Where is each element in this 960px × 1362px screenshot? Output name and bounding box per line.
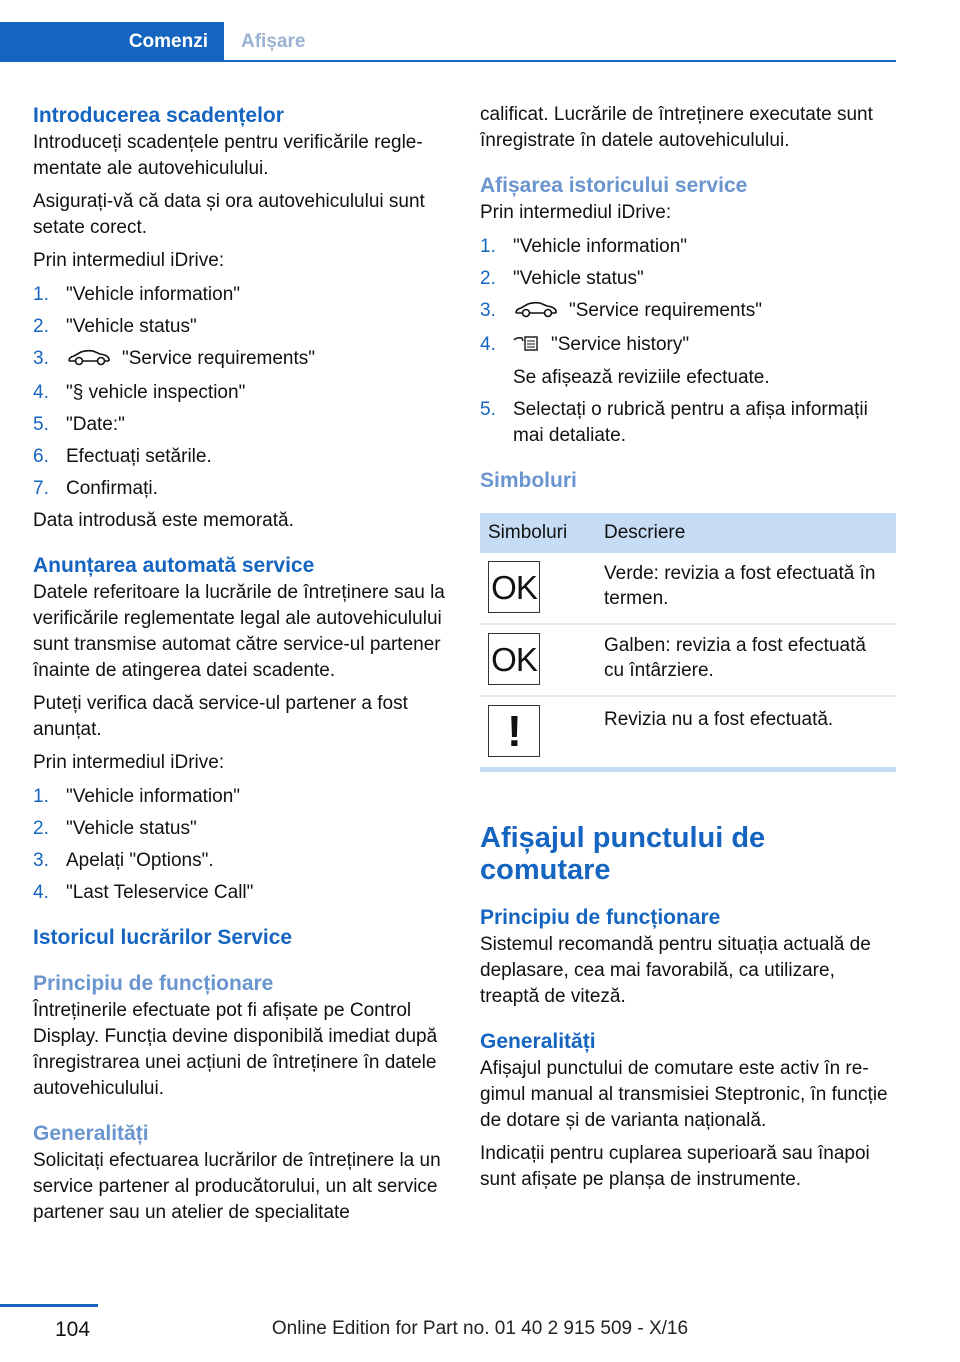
paragraph: calificat. Lucrările de întreținere executate sunt înregistrate în datele autovehiculului. [480,104,873,151]
list-item: 6. Efectuați setările. [33,446,212,467]
exclamation-symbol-icon: ! [488,705,540,757]
table-row [480,553,896,624]
subsection-title-principiu: Principiu de funcționare [33,972,274,995]
tab-afisare[interactable]: Afișare [241,31,306,52]
paragraph: Prin intermediul iDrive: [480,202,672,223]
steps-list-anuntare [33,784,451,906]
list-item: 7. Confirmați. [33,478,158,499]
list-item: 4. "Last Teleservice Call" [33,882,254,903]
column-header-simboluri: Simboluri [480,513,596,553]
symbols-table [480,513,896,772]
chapter-title-punct-comutare: Afișajul punctului de comutare [480,822,766,886]
footer-rule [0,1304,98,1307]
service-history-icon [513,334,541,360]
steps-list-scadente [33,282,451,502]
list-item: 2. "Vehicle status" [480,268,644,289]
paragraph: Indicații pentru cuplarea superioară sau înapoi sunt afișate pe planșa de instrumente. [480,1143,870,1190]
table-row [480,696,896,770]
page-number: 104 [55,1318,91,1341]
list-item: 2. "Vehicle status" [33,316,197,337]
paragraph: Introduceți scadențele pentru verificările reglementate ale autovehiculului. [33,132,423,179]
table-cell: Revizia nu a fost efectuată. [596,696,896,770]
left-column [33,102,451,1233]
section-title-afisare-istoric: Afișarea istoricului service [480,174,748,197]
list-item: 5. Selectați o rubrică pentru a afișa informații mai detaliate. [480,399,868,446]
header-rule [0,60,896,62]
right-column [480,102,896,1200]
list-item: 4. "Service history" Se afișează reviziile efectuate. [480,334,770,388]
page-header [0,0,896,62]
section-title-anuntare: Anunțarea automată service [33,554,315,577]
car-service-icon [513,300,559,326]
paragraph: Sistemul recomandă pentru situația actuală de deplasare, cea mai favorabilă, ca utilizare, treaptă de viteză. [480,934,871,1007]
paragraph: Prin intermediul iDrive: [33,752,225,773]
paragraph: Datele referitoare la lucrările de întreținere sau la verificările reglementate legal ale autovehiculului sunt transmise automat către service-ul partener înainte de atingerea datei scadente. [33,582,445,681]
section-title-simboluri: Simboluri [480,469,577,492]
subsection-title-principiu: Principiu de funcționare [480,906,721,929]
list-item: 1. "Vehicle information" [480,236,688,257]
table-row [480,624,896,696]
list-item: 3. "Service requirements" [480,298,896,326]
section-title-istoric: Istoricul lucrărilor Service [33,926,293,949]
list-item: 2. "Vehicle status" [33,818,197,839]
car-service-icon [66,348,112,374]
list-item: 1. "Vehicle information" [33,786,241,807]
subsection-title-generalitati: Generalități [480,1030,596,1053]
paragraph: Data introdusă este memorată. [33,510,294,531]
section-title-scadente: Introducerea scadențelor [33,104,284,127]
list-item: 5. "Date:" [33,414,125,435]
tab-comenzi[interactable]: Comenzi [0,22,224,62]
paragraph: Întreținerile efectuate pot fi afișate pe Control Display. Funcția devine disponibilă imediat după înregistrarea unei acțiuni de întreținere în datele autovehiculului. [33,1000,438,1099]
steps-list-istoric [480,234,896,449]
subsection-title-generalitati: Generalități [33,1122,149,1145]
list-item: 1. "Vehicle information" [33,284,241,305]
ok-yellow-symbol-icon: OK [488,633,540,685]
table-cell: Verde: revizia a fost efectuată în termen. [596,553,896,624]
list-item: 4. "§ vehicle inspection" [33,382,246,403]
column-header-descriere: Descriere [596,513,896,553]
paragraph: Puteți verifica dacă service-ul partener a fost anunțat. [33,693,408,740]
paragraph: Solicitați efectuarea lucrărilor de întreținere la un service partener al producătorului, un alt service partener sau un atelier de specialitate [33,1150,441,1223]
paragraph: Afișajul punctului de comutare este activ în regimul manual al transmisiei Steptronic, în funcție de dotare și de varianta națională. [480,1058,888,1131]
list-item: 3. "Service requirements" [33,346,451,374]
edition-text: Online Edition for Part no. 01 40 2 915 509 - X/16 [271,1318,689,1339]
paragraph: Prin intermediul iDrive: [33,250,225,271]
table-cell: Galben: revizia a fost efectuată cu întârziere. [596,624,896,696]
ok-green-symbol-icon: OK [488,561,540,613]
list-item: 3. Apelați "Options". [33,850,214,871]
paragraph: Asigurați-vă că data și ora autovehiculului sunt setate corect. [33,191,425,238]
table-header-row [480,513,896,553]
